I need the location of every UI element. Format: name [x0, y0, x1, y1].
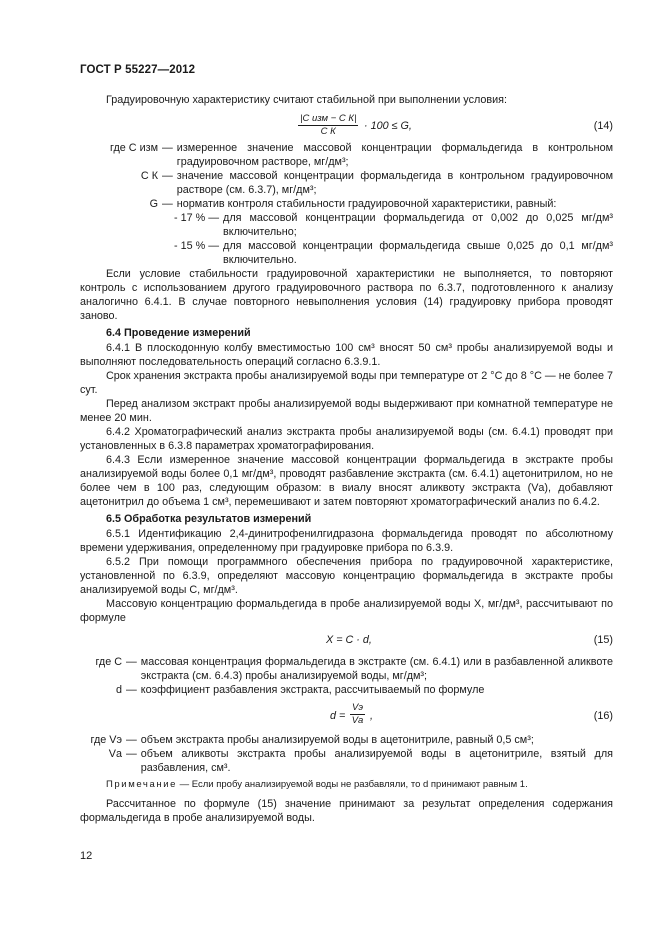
definition-item	[80, 747, 613, 775]
paragraph-6-5-1: 6.5.1 Идентификацию 2,4-динитрофенилгидразона формальдегида проводят по абсолютному времени удерживания, определенному при градуировке прибора по 6.3.9.	[80, 528, 613, 554]
paragraph-6-5-2: 6.5.2 При помощи программного обеспечения прибора по градуировочной характеристике, установленной по 6.3.9, определяют массовую концентрацию формальдегида в экстракте пробы анализируемой воды C, мг/дм³.	[80, 556, 613, 596]
page-header: ГОСТ Р 55227—2012	[80, 64, 196, 76]
section-heading-6-4: 6.4 Проведение измерений	[106, 327, 251, 339]
definition-item	[80, 733, 613, 747]
paragraph-6-4-2: 6.4.2 Хроматографический анализ экстракта пробы анализируемой воды (см. 6.4.1) проводят при установленных в 6.3.8 параметрах хроматографирования.	[80, 426, 613, 452]
paragraph-6-4-1: 6.4.1 В плоскодонную колбу вместимостью 100 см³ вносят 50 см³ пробы анализируемой воды и выполняют последовательность операций согласно 6.3.9.1.	[80, 342, 613, 368]
formula-16-fraction	[350, 702, 365, 727]
norm-item	[80, 239, 613, 267]
norm-item-lead: - 17 % —	[174, 212, 220, 224]
definition-dash: —	[126, 684, 137, 696]
definition-dash: —	[126, 748, 137, 760]
section-heading-6-5: 6.5 Обработка результатов измерений	[106, 513, 312, 525]
formula-15	[80, 625, 613, 655]
before-analysis-paragraph: Перед анализом экстракт пробы анализируемой воды выдерживают при комнатной температуре не менее 20 мин.	[80, 398, 613, 424]
definition-term: C К	[140, 170, 158, 182]
definition-item	[80, 169, 613, 197]
formula-16-tail: ,	[370, 710, 373, 722]
definition-text: измеренное значение массовой концентрации формальдегида в контрольном градуировочном растворе, мг/дм³;	[176, 142, 613, 168]
definition-term: где C	[95, 656, 122, 668]
formula-16-denominator: Vа	[351, 715, 364, 726]
note-text: — Если пробу анализируемой воды не разбавляли, то d принимают равным 1.	[179, 779, 528, 790]
norm-item-lead: - 15 % —	[174, 240, 220, 252]
formula-16-number: (16)	[593, 710, 613, 722]
formula-14-denominator: C К	[320, 126, 336, 137]
definition-item	[80, 141, 613, 169]
definition-item	[80, 197, 613, 211]
definition-dash: —	[126, 656, 137, 668]
note-label: Примечание	[106, 779, 177, 790]
definition-term: d	[115, 684, 122, 696]
definition-text: значение массовой концентрации формальдегида в контрольном градуировочном растворе (см. 6.3.7), мг/дм³;	[176, 170, 613, 196]
formula-14-numerator: |C изм − C К|	[300, 113, 357, 124]
unstable-paragraph: Если условие стабильности градуировочной характеристики не выполняется, то повторяют контроль с использованием другого градуировочного раствора по 6.3.7, подготовленного к анализу аналогично 6.4.1. В случае повторного невыполнения условия (14) градуировку прибора проводят заново.	[80, 268, 613, 322]
definition-term: G	[149, 198, 158, 210]
definition-dash: —	[162, 198, 173, 210]
page-number: 12	[80, 850, 93, 862]
formula-16-numerator: Vэ	[352, 702, 364, 713]
definition-text: массовая концентрация формальдегида в экстракте (см. 6.4.1) или в разбавленной аликвоте экстракта (см. 6.4.3) пробы анализируемой воды, мг/дм³;	[140, 656, 613, 682]
definition-item	[80, 655, 613, 683]
formula-15-expression: X = C · d,	[326, 634, 372, 646]
formula-16-lhs: d =	[330, 710, 346, 722]
formula-15-number: (15)	[593, 634, 613, 646]
formula-14-fraction	[298, 113, 358, 138]
definition-item	[80, 683, 613, 697]
definition-text: объем экстракта пробы анализируемой воды в ацетонитриле, равный 0,5 см³;	[140, 734, 534, 746]
definition-term: Vа	[108, 748, 122, 760]
definition-dash: —	[162, 142, 173, 154]
norm-item-text: для массовой концентрации формальдегида свыше 0,025 до 0,1 мг/дм³ включительно.	[223, 240, 613, 266]
paragraph-6-4-3: 6.4.3 Если измеренное значение массовой концентрации формальдегида в экстракте пробы анализируемой воды более 0,1 мг/дм³, проводят разбавление экстракта (см. 6.4.1) ацетонитрилом, но не более чем в 100 раз, следующим образом: в виалу вносят аликвоту экстракта (Vа), добавляют ацетонитрил до объема 1 см³, перемешивают и затем повторяют хроматографический анализ по 6.4.2.	[80, 454, 613, 508]
page-body	[80, 93, 613, 825]
norm-item-text: для массовой концентрации формальдегида от 0,002 до 0,025 мг/дм³ включительно;	[223, 212, 613, 238]
definition-text: коэффициент разбавления экстракта, рассчитываемый по формуле	[140, 684, 485, 696]
storage-paragraph: Срок хранения экстракта пробы анализируемой воды при температуре от 2 °С до 8 °С — не более 7 сут.	[80, 370, 613, 396]
final-paragraph: Рассчитанное по формуле (15) значение принимают за результат определения содержания формальдегида в пробе анализируемой воды.	[80, 798, 613, 824]
note	[80, 778, 613, 792]
formula-16	[80, 697, 613, 733]
norm-item	[80, 211, 613, 239]
formula-14-tail: · 100 ≤ G,	[364, 120, 412, 132]
formula-14-number: (14)	[593, 120, 613, 132]
intro-paragraph: Градуировочную характеристику считают стабильной при выполнении условия:	[106, 94, 508, 106]
definition-term: где C изм	[110, 142, 158, 154]
definition-text: норматив контроля стабильности градуировочной характеристики, равный:	[176, 198, 557, 210]
definition-dash: —	[126, 734, 137, 746]
definition-dash: —	[162, 170, 173, 182]
mass-concentration-paragraph: Массовую концентрацию формальдегида в пробе анализируемой воды X, мг/дм³, рассчитывают по формуле	[80, 598, 613, 624]
definition-term: где Vэ	[90, 734, 122, 746]
formula-14	[80, 107, 613, 141]
definition-text: объем аликвоты экстракта пробы анализируемой воды в ацетонитриле, взятый для разбавления, см³.	[140, 748, 613, 774]
